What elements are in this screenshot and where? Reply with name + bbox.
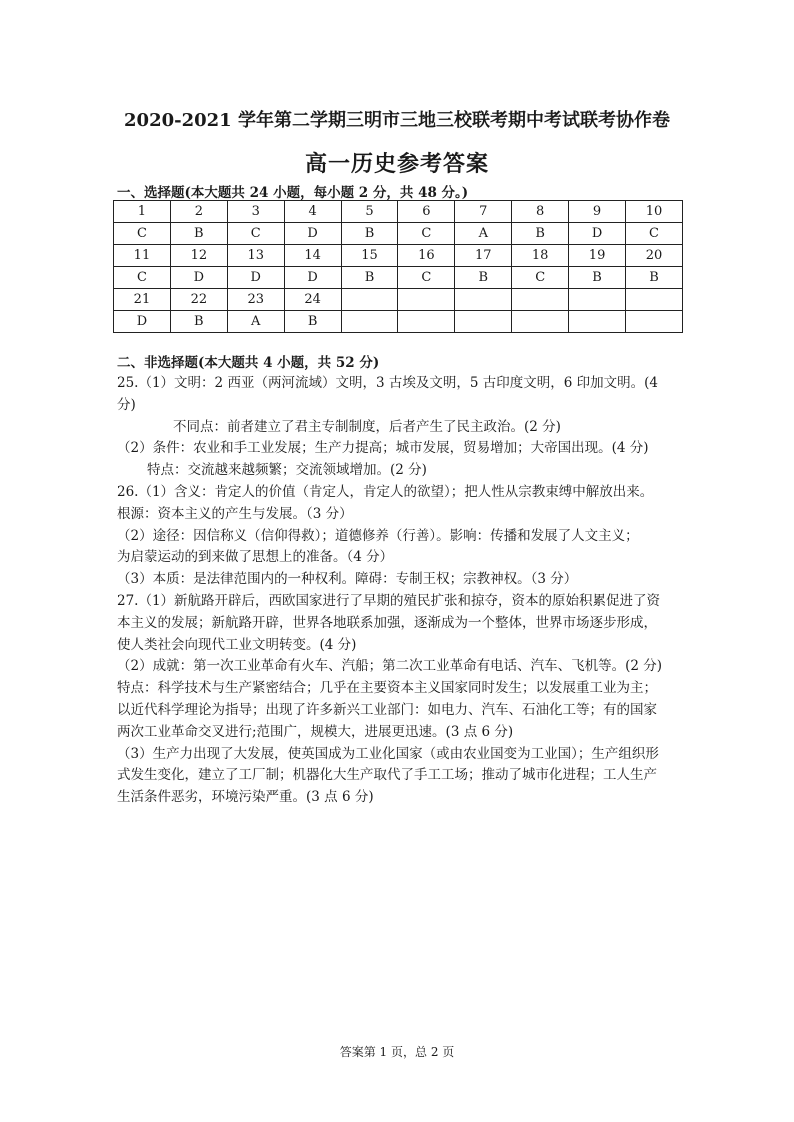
answer-row — [114, 267, 683, 289]
answer-cell: D — [569, 223, 626, 245]
question-number-cell — [455, 289, 512, 311]
question-number-cell — [398, 289, 455, 311]
question-number-cell: 15 — [341, 245, 398, 267]
answer-cell — [569, 311, 626, 333]
answer-cell: C — [512, 267, 569, 289]
answer-line: （2）途径：因信称义（信仰得救）；道德修养（行善）。影响：传播和发展了人文主义； — [117, 527, 639, 544]
answer-line: 生活条件恶劣，环境污染严重。(3 点 6 分) — [117, 789, 374, 806]
answer-cell: C — [114, 267, 171, 289]
answer-line: 特点：科学技术与生产紧密结合；几乎在主要资本主义国家同时发生；以发展重工业为主； — [117, 680, 657, 697]
section2-heading: 二、非选择题(本大题共 4 小题，共 52 分) — [117, 355, 380, 371]
multiple-choice-answer-table — [113, 200, 683, 333]
page-footer: 答案第 1 页，总 2 页 — [339, 1045, 455, 1059]
answer-row — [114, 223, 683, 245]
answer-line: 分) — [117, 396, 136, 413]
answer-cell: D — [227, 267, 284, 289]
answer-cell — [455, 311, 512, 333]
question-number-cell: 1 — [114, 201, 171, 223]
answer-cell: D — [284, 267, 341, 289]
question-number-cell: 17 — [455, 245, 512, 267]
answer-line: （3）本质：是法律范围内的一种权利。障碍：专制王权；宗教神权。（3 分） — [117, 571, 578, 588]
answer-line: 式发生变化，建立了工厂制；机器化大生产取代了手工工场；推动了城市化进程；工人生产 — [117, 767, 657, 784]
answer-line: （2）条件：农业和手工业发展；生产力提高；城市发展，贸易增加；大帝国出现。(4 分) — [117, 440, 649, 457]
answer-key-title: 高一历史参考答案 — [304, 151, 489, 177]
question-number-cell: 8 — [512, 201, 569, 223]
answer-cell — [398, 311, 455, 333]
answer-line: 两次工业革命交叉进行;范围广，规模大，进展更迅速。(3 点 6 分) — [117, 723, 514, 740]
answer-cell: B — [170, 223, 227, 245]
question-number-row — [114, 245, 683, 267]
question-number-cell: 19 — [569, 245, 626, 267]
question-number-row — [114, 289, 683, 311]
answer-cell: B — [341, 223, 398, 245]
question-number-cell — [512, 289, 569, 311]
question-number-cell: 9 — [569, 201, 626, 223]
answer-cell: D — [170, 267, 227, 289]
question-number-row — [114, 201, 683, 223]
question-number-cell: 3 — [227, 201, 284, 223]
answer-line: 以近代科学理论为指导；出现了许多新兴工业部门：如电力、汽车、石油化工等；有的国家 — [117, 701, 657, 718]
section2-answers — [117, 373, 687, 809]
question-number-cell: 4 — [284, 201, 341, 223]
question-number-cell — [626, 289, 683, 311]
answer-cell: C — [227, 223, 284, 245]
question-number-cell: 20 — [626, 245, 683, 267]
answer-row — [114, 311, 683, 333]
answer-line: （2）成就：第一次工业革命有火车、汽船；第二次工业革命有电话、汽车、飞机等。(2 分) — [117, 658, 663, 675]
answer-line: 根源：资本主义的产生与发展。（3 分） — [117, 505, 353, 522]
question-number-cell — [569, 289, 626, 311]
question-number-cell: 6 — [398, 201, 455, 223]
question-number-cell: 11 — [114, 245, 171, 267]
answer-cell — [512, 311, 569, 333]
question-number-cell: 13 — [227, 245, 284, 267]
question-number-cell: 23 — [227, 289, 284, 311]
question-number-cell: 22 — [170, 289, 227, 311]
answer-cell: B — [341, 267, 398, 289]
answer-cell: A — [227, 311, 284, 333]
answer-cell: B — [626, 267, 683, 289]
answer-line: 本主义的发展；新航路开辟，世界各地联系加强，逐渐成为一个整体，世界市场逐步形成， — [117, 614, 657, 631]
question-number-cell: 14 — [284, 245, 341, 267]
answer-cell: A — [455, 223, 512, 245]
answer-line: 26.（1）含义：肯定人的价值（肯定人，肯定人的欲望）；把人性从宗教束缚中解放出来。 — [117, 483, 654, 500]
answer-cell: B — [512, 223, 569, 245]
answer-cell: C — [626, 223, 683, 245]
answer-cell — [341, 311, 398, 333]
answer-line: 特点：交流越来越频繁；交流领域增加。(2 分) — [147, 462, 427, 479]
answer-cell — [626, 311, 683, 333]
question-number-cell: 21 — [114, 289, 171, 311]
answer-line: 为启蒙运动的到来做了思想上的准备。（4 分） — [117, 549, 394, 566]
question-number-cell: 7 — [455, 201, 512, 223]
answer-cell: D — [284, 223, 341, 245]
exam-title: 2020-2021 学年第二学期三明市三地三校联考期中考试联考协作卷 — [124, 110, 670, 131]
question-number-cell: 5 — [341, 201, 398, 223]
answer-cell: D — [114, 311, 171, 333]
question-number-cell: 24 — [284, 289, 341, 311]
answer-line: 25.（1）文明：2 西亚（两河流域）文明，3 古埃及文明，5 古印度文明，6 印加文明。(4 — [117, 375, 658, 391]
answer-cell: C — [114, 223, 171, 245]
question-number-cell: 18 — [512, 245, 569, 267]
answer-line: 使人类社会向现代工业文明转变。(4 分) — [117, 636, 357, 653]
answer-cell: B — [170, 311, 227, 333]
question-number-cell — [341, 289, 398, 311]
answer-line: 27.（1）新航路开辟后，西欧国家进行了早期的殖民扩张和掠夺，资本的原始积累促进了资 — [117, 592, 661, 609]
question-number-cell: 16 — [398, 245, 455, 267]
answer-cell: C — [398, 267, 455, 289]
answer-cell: B — [569, 267, 626, 289]
question-number-cell: 10 — [626, 201, 683, 223]
question-number-cell: 2 — [170, 201, 227, 223]
answer-line: 不同点：前者建立了君主专制制度，后者产生了民主政治。(2 分) — [173, 418, 561, 435]
answer-cell: C — [398, 223, 455, 245]
answer-cell: B — [284, 311, 341, 333]
answer-line: （3）生产力出现了大发展，使英国成为工业化国家（或由农业国变为工业国）；生产组织形 — [117, 745, 659, 762]
answer-cell: B — [455, 267, 512, 289]
question-number-cell: 12 — [170, 245, 227, 267]
section1-heading: 一、选择题(本大题共 24 小题，每小题 2 分，共 48 分。) — [117, 185, 469, 201]
